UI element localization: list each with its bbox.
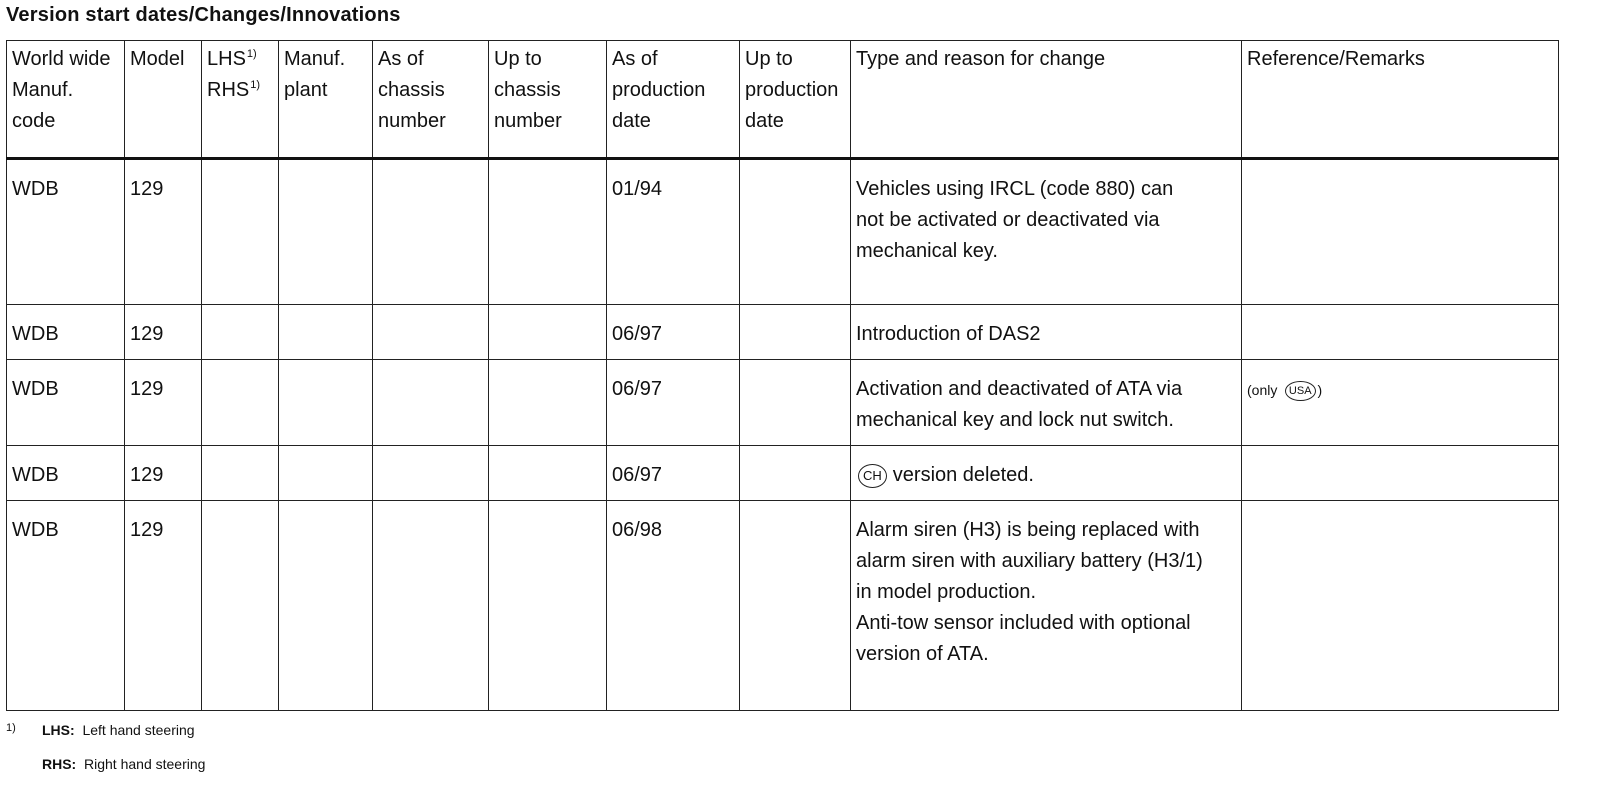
cell-as-of-chassis — [373, 305, 489, 360]
change-line: Anti-tow sensor included with optional — [856, 612, 1191, 634]
cell-steering — [202, 446, 279, 501]
footnote-lhs-text — [42, 722, 195, 738]
version-changes-table — [6, 40, 1559, 711]
table-row — [7, 360, 1559, 446]
footnote-ref: 1) — [246, 48, 257, 61]
header-line: chassis — [494, 79, 561, 101]
cell-up-to-chassis — [489, 501, 607, 711]
cell-steering — [202, 305, 279, 360]
header-line: Model — [130, 48, 185, 70]
cell-wmc: WDB — [7, 360, 125, 446]
table-row — [7, 159, 1559, 305]
cell-change — [851, 360, 1242, 446]
change-line: version of ATA. — [856, 643, 989, 665]
cell-change — [851, 159, 1242, 305]
header-line: Manuf. — [284, 48, 346, 70]
cell-wmc: WDB — [7, 159, 125, 305]
header-line: Up to — [494, 48, 542, 70]
footnote-ref: 1) — [250, 79, 261, 92]
change-line: in model production. — [856, 581, 1037, 603]
header-line: Type and reason for change — [856, 48, 1106, 70]
header-line: Reference/Remarks — [1247, 48, 1425, 70]
footnote-rhs-abbr: RHS: — [42, 756, 77, 772]
cell-up-to-production — [740, 360, 851, 446]
footnote-lhs-abbr: LHS: — [42, 722, 75, 738]
cell-plant — [279, 159, 373, 305]
cell-plant — [279, 501, 373, 711]
cell-reference — [1242, 446, 1559, 501]
header-world-wide-manuf-code — [7, 41, 125, 159]
change-line: Vehicles using IRCL (code 880) can — [856, 178, 1174, 200]
header-as-of-chassis — [373, 41, 489, 159]
cell-up-to-chassis — [489, 360, 607, 446]
cell-steering — [202, 501, 279, 711]
cell-reference — [1242, 305, 1559, 360]
cell-up-to-production — [740, 446, 851, 501]
table-header-row — [7, 41, 1559, 159]
page-title: Version start dates/Changes/Innovations — [6, 4, 401, 26]
cell-as-of-production: 06/97 — [607, 446, 740, 501]
footnote-rhs-text — [42, 756, 205, 772]
header-line: World wide — [12, 48, 111, 70]
cell-model: 129 — [125, 360, 202, 446]
header-line: Up to — [745, 48, 793, 70]
cell-steering — [202, 159, 279, 305]
change-line: Introduction of DAS2 — [856, 323, 1041, 345]
cell-model: 129 — [125, 501, 202, 711]
cell-reference — [1242, 159, 1559, 305]
cell-up-to-production — [740, 501, 851, 711]
cell-plant — [279, 360, 373, 446]
change-line: Activation and deactivated of ATA via — [856, 378, 1183, 400]
cell-as-of-production: 01/94 — [607, 159, 740, 305]
cell-model: 129 — [125, 446, 202, 501]
cell-wmc: WDB — [7, 446, 125, 501]
header-line: As of — [378, 48, 424, 70]
footnote-rhs-desc: Right hand steering — [84, 756, 206, 772]
cell-as-of-production: 06/97 — [607, 360, 740, 446]
cell-plant — [279, 446, 373, 501]
change-line: not be activated or deactivated via — [856, 209, 1160, 231]
footnote-mark: 1) — [6, 722, 16, 734]
cell-reference — [1242, 501, 1559, 711]
footnote-lhs-desc: Left hand steering — [82, 722, 195, 738]
cell-as-of-production: 06/98 — [607, 501, 740, 711]
header-up-to-production-date — [740, 41, 851, 159]
change-line: mechanical key and lock nut switch. — [856, 409, 1174, 431]
header-line: production — [745, 79, 839, 101]
change-text: version deleted. — [892, 464, 1034, 486]
cell-steering — [202, 360, 279, 446]
cell-as-of-chassis — [373, 501, 489, 711]
cell-wmc: WDB — [7, 501, 125, 711]
cell-wmc: WDB — [7, 305, 125, 360]
cell-up-to-production — [740, 159, 851, 305]
cell-change — [851, 446, 1242, 501]
cell-model: 129 — [125, 305, 202, 360]
header-line: date — [612, 110, 651, 132]
header-line: date — [745, 110, 784, 132]
header-line: As of — [612, 48, 658, 70]
cell-change — [851, 501, 1242, 711]
cell-as-of-chassis — [373, 159, 489, 305]
cell-up-to-production — [740, 305, 851, 360]
table-row — [7, 501, 1559, 711]
reference-suffix: ) — [1317, 382, 1323, 398]
change-line: alarm siren with auxiliary battery (H3/1) — [856, 550, 1203, 572]
header-line: Manuf. — [12, 79, 74, 101]
header-line — [207, 75, 273, 106]
header-line: number — [378, 110, 446, 132]
cell-up-to-chassis — [489, 305, 607, 360]
cell-change — [851, 305, 1242, 360]
header-steering — [202, 41, 279, 159]
header-lhs: LHS — [207, 48, 246, 70]
header-as-of-production-date — [607, 41, 740, 159]
header-line: plant — [284, 79, 328, 101]
header-up-to-chassis — [489, 41, 607, 159]
footnote-rhs — [6, 756, 406, 780]
cell-plant — [279, 305, 373, 360]
cell-as-of-chassis — [373, 360, 489, 446]
footnote-lhs — [6, 722, 406, 746]
cell-as-of-production: 06/97 — [607, 305, 740, 360]
cell-reference — [1242, 360, 1559, 446]
header-line: code — [12, 110, 56, 132]
header-type-and-reason — [851, 41, 1242, 159]
cell-up-to-chassis — [489, 446, 607, 501]
usa-country-badge-icon: USA — [1285, 381, 1316, 401]
ch-country-badge-icon: CH — [858, 464, 887, 488]
cell-model: 129 — [125, 159, 202, 305]
change-line: mechanical key. — [856, 240, 998, 262]
header-model — [125, 41, 202, 159]
cell-up-to-chassis — [489, 159, 607, 305]
header-line: production — [612, 79, 706, 101]
header-line: chassis — [378, 79, 445, 101]
change-line: Alarm siren (H3) is being replaced with — [856, 519, 1200, 541]
table-row — [7, 446, 1559, 501]
header-reference-remarks — [1242, 41, 1559, 159]
cell-as-of-chassis — [373, 446, 489, 501]
reference-prefix: (only — [1247, 382, 1278, 398]
header-line — [207, 44, 273, 75]
header-manuf-plant — [279, 41, 373, 159]
header-rhs: RHS — [207, 79, 250, 101]
table-row — [7, 305, 1559, 360]
header-line: number — [494, 110, 562, 132]
